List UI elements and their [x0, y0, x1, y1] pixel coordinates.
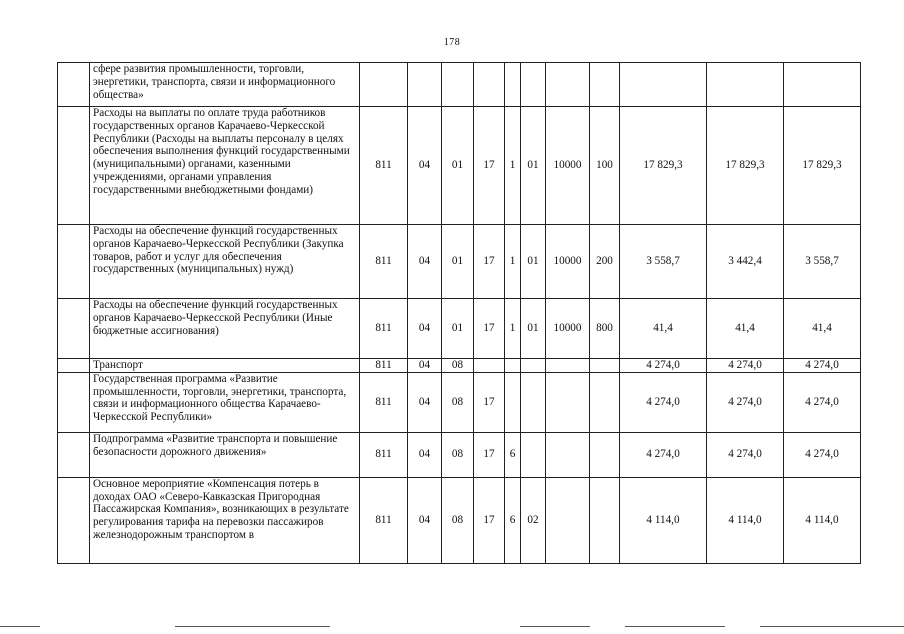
code-cell: 10000 [546, 225, 590, 299]
row-indent-cell [58, 225, 90, 299]
code-cell: 04 [408, 477, 442, 563]
code-cell: 10000 [546, 299, 590, 359]
code-cell [590, 359, 620, 373]
code-cell: 811 [360, 359, 408, 373]
page-number: 178 [443, 37, 461, 48]
amount-cell: 4 274,0 [620, 372, 707, 432]
code-cell [360, 63, 408, 107]
code-cell: 01 [521, 299, 546, 359]
amount-cell: 17 829,3 [784, 107, 861, 225]
code-cell: 01 [442, 299, 474, 359]
code-cell [474, 359, 505, 373]
amount-cell: 4 274,0 [707, 359, 784, 373]
amount-cell: 4 114,0 [784, 477, 861, 563]
code-cell [474, 63, 505, 107]
amount-cell: 17 829,3 [620, 107, 707, 225]
code-cell: 200 [590, 225, 620, 299]
row-indent-cell [58, 477, 90, 563]
code-cell: 17 [474, 299, 505, 359]
table-row [58, 359, 861, 373]
code-cell: 01 [442, 225, 474, 299]
code-cell: 04 [408, 432, 442, 477]
row-indent-cell [58, 359, 90, 373]
code-cell: 811 [360, 299, 408, 359]
code-cell [521, 432, 546, 477]
row-description: Расходы на выплаты по оплате труда работников государственных органов Карачаево-Черкесской Республики (Расходы на выплаты персоналу в целях обеспечения выполнения функций государственными (муниципальными) органами, казенными учреждениями, органами управления государственными внебюджетными фондами) [90, 107, 360, 225]
code-cell [442, 63, 474, 107]
row-description: Основное мероприятие «Компенсация потерь в доходах ОАО «Северо-Кавказская Пригородная Пассажирская Компания», возникающих в результате регулирования тарифа на перевозки пассажиров железнодорожным транспортом в [90, 477, 360, 563]
code-cell [546, 432, 590, 477]
code-cell: 10000 [546, 107, 590, 225]
row-description: сфере развития промышленности, торговли, энергетики, транспорта, связи и информационного общества» [90, 63, 360, 107]
table-row [58, 432, 861, 477]
code-cell: 04 [408, 299, 442, 359]
code-cell: 17 [474, 432, 505, 477]
code-cell [590, 63, 620, 107]
code-cell [590, 372, 620, 432]
code-cell: 811 [360, 432, 408, 477]
row-description: Расходы на обеспечение функций государственных органов Карачаево-Черкесской Республики (Иные бюджетные ассигнования) [90, 299, 360, 359]
code-cell [521, 359, 546, 373]
amount-cell: 4 274,0 [784, 372, 861, 432]
amount-cell: 41,4 [784, 299, 861, 359]
amount-cell: 4 274,0 [707, 372, 784, 432]
row-indent-cell [58, 63, 90, 107]
code-cell: 01 [442, 107, 474, 225]
code-cell: 811 [360, 107, 408, 225]
amount-cell: 4 274,0 [784, 432, 861, 477]
code-cell [590, 432, 620, 477]
code-cell: 02 [521, 477, 546, 563]
row-indent-cell [58, 372, 90, 432]
amount-cell: 17 829,3 [707, 107, 784, 225]
table-row [58, 372, 861, 432]
code-cell [408, 63, 442, 107]
code-cell: 17 [474, 477, 505, 563]
code-cell: 01 [521, 225, 546, 299]
amount-cell: 4 274,0 [707, 432, 784, 477]
row-indent-cell [58, 299, 90, 359]
code-cell: 1 [505, 107, 521, 225]
row-description: Государственная программа «Развитие промышленности, торговли, энергетики, транспорта, связи и информационного общества Карачаево-Черкесской Республики» [90, 372, 360, 432]
code-cell: 04 [408, 225, 442, 299]
table-row [58, 63, 861, 107]
table-row [58, 107, 861, 225]
code-cell [546, 63, 590, 107]
code-cell: 6 [505, 432, 521, 477]
amount-cell: 41,4 [620, 299, 707, 359]
row-indent-cell [58, 432, 90, 477]
code-cell [590, 477, 620, 563]
amount-cell: 4 114,0 [707, 477, 784, 563]
amount-cell: 41,4 [707, 299, 784, 359]
row-description: Транспорт [90, 359, 360, 373]
amount-cell: 4 274,0 [620, 359, 707, 373]
page-bottom-rule [0, 626, 904, 630]
amount-cell: 4 274,0 [620, 432, 707, 477]
table-row [58, 299, 861, 359]
code-cell: 1 [505, 299, 521, 359]
code-cell [546, 372, 590, 432]
amount-cell: 3 558,7 [620, 225, 707, 299]
code-cell [505, 372, 521, 432]
amount-cell [707, 63, 784, 107]
code-cell: 08 [442, 432, 474, 477]
budget-table [57, 62, 861, 564]
amount-cell: 3 558,7 [784, 225, 861, 299]
amount-cell: 4 274,0 [784, 359, 861, 373]
code-cell: 811 [360, 477, 408, 563]
code-cell [546, 359, 590, 373]
code-cell: 17 [474, 225, 505, 299]
code-cell [505, 359, 521, 373]
code-cell: 08 [442, 359, 474, 373]
amount-cell [620, 63, 707, 107]
code-cell: 08 [442, 372, 474, 432]
code-cell [521, 372, 546, 432]
code-cell: 6 [505, 477, 521, 563]
code-cell: 17 [474, 372, 505, 432]
table-row [58, 477, 861, 563]
code-cell: 811 [360, 225, 408, 299]
row-description: Подпрограмма «Развитие транспорта и повышение безопасности дорожного движения» [90, 432, 360, 477]
code-cell: 811 [360, 372, 408, 432]
code-cell: 800 [590, 299, 620, 359]
code-cell: 1 [505, 225, 521, 299]
code-cell: 100 [590, 107, 620, 225]
code-cell: 17 [474, 107, 505, 225]
code-cell [521, 63, 546, 107]
code-cell: 04 [408, 372, 442, 432]
code-cell: 01 [521, 107, 546, 225]
amount-cell: 3 442,4 [707, 225, 784, 299]
code-cell: 04 [408, 359, 442, 373]
table-row [58, 225, 861, 299]
amount-cell [784, 63, 861, 107]
amount-cell: 4 114,0 [620, 477, 707, 563]
code-cell: 08 [442, 477, 474, 563]
row-description: Расходы на обеспечение функций государственных органов Карачаево-Черкесской Республики (Закупка товаров, работ и услуг для обеспечения государственных (муниципальных) нужд) [90, 225, 360, 299]
row-indent-cell [58, 107, 90, 225]
code-cell [546, 477, 590, 563]
code-cell: 04 [408, 107, 442, 225]
code-cell [505, 63, 521, 107]
